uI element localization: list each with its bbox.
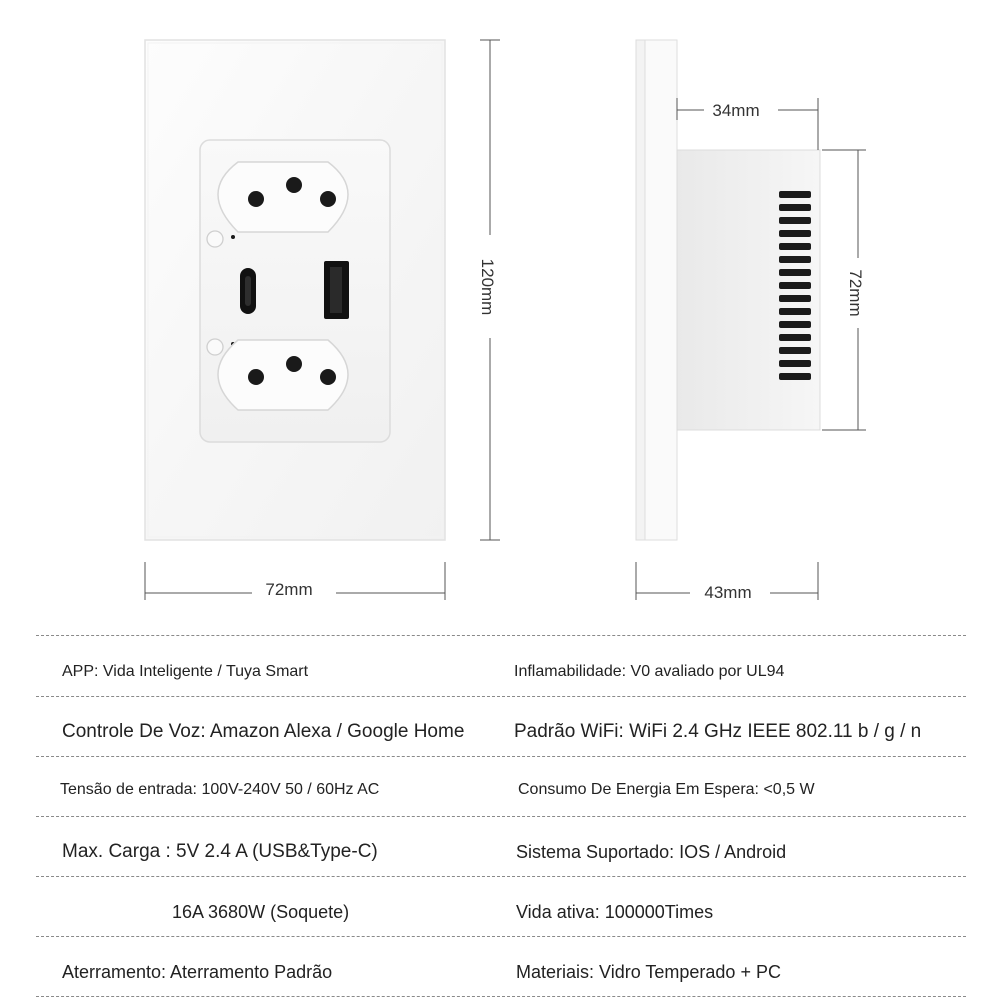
spec-flammability: Inflamabilidade: V0 avaliado por UL94 — [514, 663, 785, 680]
touch-button-icon[interactable] — [207, 231, 223, 247]
row-divider — [36, 756, 966, 757]
led-indicator-icon — [231, 235, 235, 239]
spec-app: APP: Vida Inteligente / Tuya Smart — [62, 663, 309, 680]
outlet-pin-hole — [320, 191, 336, 207]
total-depth-label: 43mm — [704, 583, 752, 602]
height-label: 120mm — [478, 258, 497, 316]
spec-materials: Materiais: Vidro Temperado + PC — [516, 962, 781, 982]
row-divider — [36, 876, 966, 877]
spec-grounding: Aterramento: Aterramento Padrão — [62, 962, 333, 982]
spec-row — [36, 822, 966, 882]
vent-slots — [779, 191, 811, 380]
spec-socket-rating: 16A 3680W (Soquete) — [172, 902, 350, 922]
row-divider — [36, 635, 966, 636]
spec-voice-control: Controle De Voz: Amazon Alexa / Google Home — [62, 721, 465, 742]
row-divider — [36, 696, 966, 697]
spec-input-voltage: Tensão de entrada: 100V-240V 50 / 60Hz AC — [60, 781, 380, 798]
spec-max-load: Max. Carga : 5V 2.4 A (USB&Type-C) — [62, 841, 378, 862]
outlet-ground-hole — [286, 356, 302, 372]
spec-row — [36, 642, 966, 702]
top-outlet — [218, 162, 348, 232]
row-divider — [36, 816, 966, 817]
side-view — [636, 40, 866, 602]
width-label: 72mm — [265, 580, 313, 599]
bottom-outlet — [218, 340, 348, 410]
outlet-pin-hole — [248, 369, 264, 385]
outlet-ground-hole — [286, 177, 302, 193]
body-depth-label: 34mm — [712, 101, 760, 120]
spec-standby-power: Consumo De Energia Em Espera: <0,5 W — [518, 781, 815, 798]
spec-life-cycles: Vida ativa: 100000Times — [516, 902, 714, 922]
front-view — [145, 40, 500, 600]
outlet-pin-hole — [320, 369, 336, 385]
spec-row — [36, 760, 966, 820]
outlet-pin-hole — [248, 191, 264, 207]
spec-row — [36, 882, 966, 942]
glass-edge — [636, 40, 645, 540]
spec-table — [0, 630, 1000, 1000]
touch-button-icon[interactable] — [207, 339, 223, 355]
row-divider — [36, 996, 966, 997]
body-height-label: 72mm — [846, 269, 865, 317]
frame-edge — [645, 40, 677, 540]
spec-supported-system: Sistema Suportado: IOS / Android — [516, 842, 787, 862]
spec-row — [36, 702, 966, 762]
spec-wifi-standard: Padrão WiFi: WiFi 2.4 GHz IEEE 802.11 b / g / n — [514, 721, 922, 742]
row-divider — [36, 936, 966, 937]
spec-row — [36, 942, 966, 1002]
